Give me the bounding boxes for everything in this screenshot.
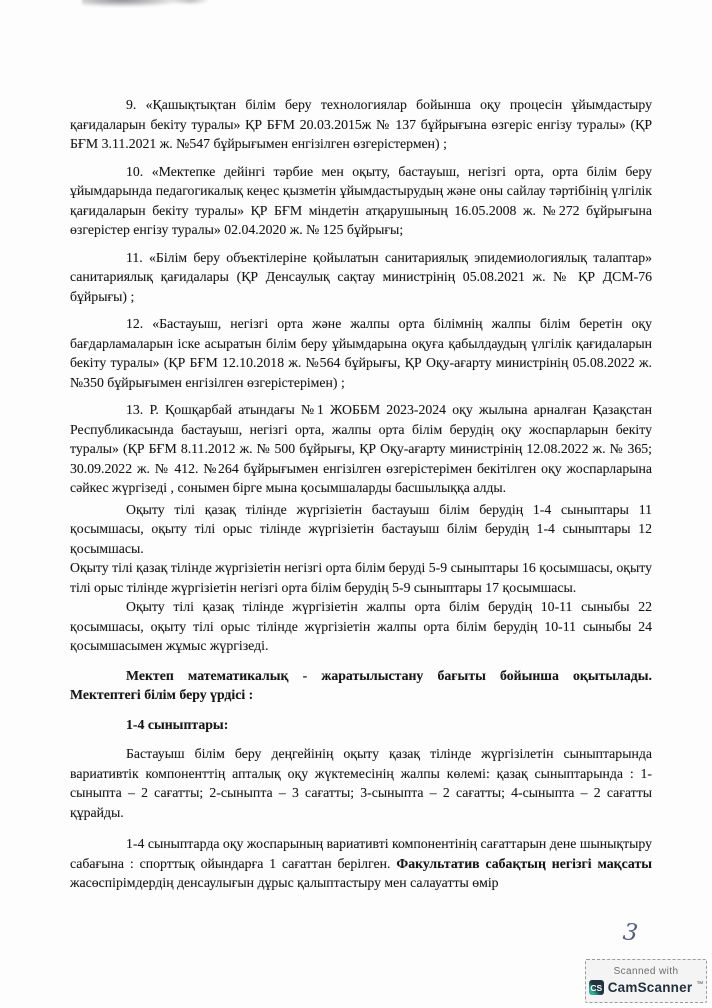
paragraph-16: Оқыту тілі қазақ тілінде жүргізіетін жалпы орта білім берудің 10-11 сыныбы 22 қосымшасы, оқыту тілі орыс тілінде жүргізіетін жалпы орта білім берудің 10-11 сыныбы 24 қосымшасымен жұмыс жүргізеді.: [70, 599, 652, 653]
paragraph-12: 12. «Бастауыш, негізгі орта және жалпы орта білімнің жалпы білім беретін оқу бағдарламаларын іске асыратын білім беру ұйымдарына оқуға қабылдаудың үлгілік қағидаларын бекіту туралы» (ҚР БҒМ 12.10.2018 ж. №564 бұйрығы, ҚР Оқу-ағарту министрінің 05.08.2022 ж. №350 бұйрығымен енгізілген өзгерістерімен) ;: [70, 316, 652, 390]
camscanner-brand-name: CamScanner: [607, 980, 693, 995]
paragraph-20: [70, 834, 652, 893]
paragraph-20-bold-phrase: Факультатив сабақтың негізгі мақсаты: [396, 855, 652, 871]
trademark-symbol: ™: [696, 981, 704, 988]
document-body: [70, 95, 652, 893]
scan-artifact-smudge: [82, 0, 182, 7]
paragraph-19: Бастауыш білім беру деңгейінің оқыту қазақ тілінде жүргізілетін сыныптарында вариативтік компоненттің апталық оқу жүктемесінің жалпы көлемі: қазақ сыныптарында : 1-сыныпта – 2 сағатты; 2-сыныпта – 3 сағатты; 3-сыныпта – 2 сағатты; 4-сыныпта – 2 сағатты құрайды.: [70, 746, 652, 820]
paragraph-17: Мектеп математикалық - жаратылыстану бағыты бойынша оқытылады. Мектептегі білім беру үрдісі :: [70, 667, 652, 702]
scan-artifact-smudge-small: [170, 0, 210, 5]
paragraph-11: 11. «Білім беру объектілеріне қойылатын санитариялық эпидемиологиялық талаптар» санитариялық қағидалары (ҚР Денсаулық сақтау министрінің 05.08.2021 ж. № ҚР ДСМ-76 бұйрығы) ;: [70, 249, 652, 304]
watermark-scanned-with-label: Scanned with: [613, 966, 679, 977]
paragraph-10: 10. «Мектепке дейінгі тәрбие мен оқыту, бастауыш, негізгі орта, орта білім беру ұйымдарында педагогикалық кеңес қызметін ұйымдастырудың және оны сайлау тәртібінің үлгілік қағидаларын бекіту туралы» ҚР БҒМ міндетін атқарушының 16.05.2008 ж. №272 бұйрығына өзгерістер енгізу туралы» 02.04.2020 ж. № 125 бұйрығы;: [70, 163, 652, 237]
paragraph-14: Оқыту тілі қазақ тілінде жүргізіетін бастауыш білім берудің 1-4 сыныптары 11 қосымшасы, оқыту тілі орыс тілінде жүргізіетін бастауыш білім берудің 1-4 сыныптары 12 қосымшасы.: [70, 501, 652, 556]
handwritten-page-number: 3: [621, 919, 640, 947]
paragraph-20-text-continued: жасөспірімдердің денсаулығын дұрыс қалыптастыру мен салауатты өмір: [70, 875, 499, 890]
paragraph-13: 13. Р. Қошқарбай атындағы №1 ЖОББМ 2023-2024 оқу жылына арналған Қазақстан Республикасында бастауыш, негізгі орта, жалпы орта білім берудің оқу жоспарларын бекіту туралы» (ҚР БҒМ 8.11.2012 ж. № 500 бұйрығы, ҚР Оқу-ағарту министрінің 12.08.2022 ж. № 365; 30.09.2022 ж. № 412. №264 бұйрығымен енгізілген өзгерістерімен бекітілген оқу жоспарларына сәйкес жүргізеді , сонымен бірге мына қосымшаларды басшылыққа алды.: [70, 402, 652, 495]
paragraph-20-text: 1-4 сыныптарда оқу жоспарының вариативті компонентінің сағаттарын дене шынықтыру сабағына : спорттық ойындарға 1 сағаттан берілген.: [70, 836, 652, 871]
paragraph-15: Оқыту тілі қазақ тілінде жүргізіетін негізгі орта білім беруді 5-9 сыныптары 16 қосымшасы, оқыту тілі орыс тілінде жүргізіетін негізгі орта білім берудің 5-9 сыныптары 17 қосымшасы.: [70, 560, 652, 595]
paragraph-18: 1-4 сыныптары:: [126, 716, 229, 732]
camscanner-watermark: [585, 959, 707, 1003]
paragraph-9: 9. «Қашықтықтан білім беру технологиялар бойынша оқу процесін ұйымдастыру қағидаларын бекіту туралы» ҚР БҒМ 20.03.2015ж № 137 бұйрығына өзгеріс енгізу туралы» (ҚР БҒМ 3.11.2021 ж. №547 бұйрығымен енгізілген өзгерістермен) ;: [70, 97, 652, 151]
camscanner-logo-icon: CS: [589, 980, 604, 995]
watermark-brand-row: [590, 980, 702, 995]
